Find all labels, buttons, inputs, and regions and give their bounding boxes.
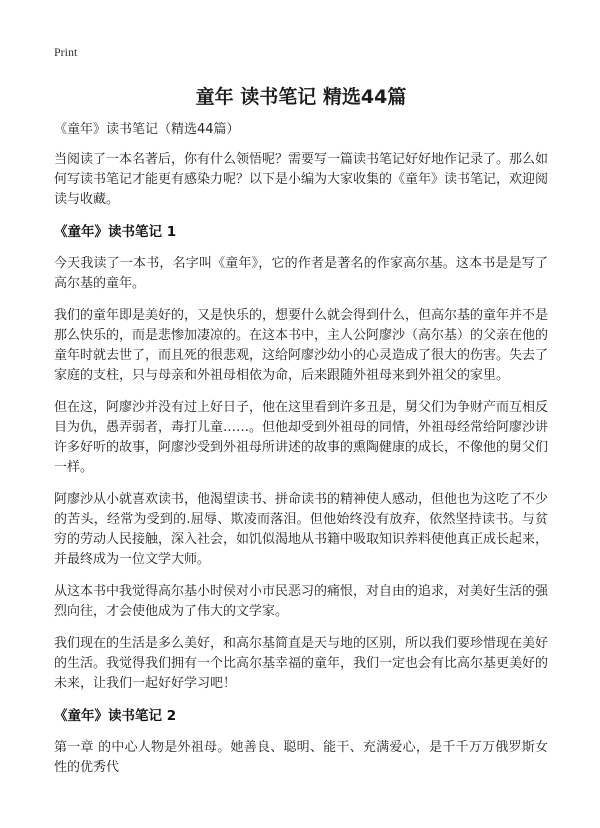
page-title: 童年 读书笔记 精选44篇 <box>195 86 407 108</box>
section-heading-2: 《童年》读书笔记 2 <box>54 708 177 724</box>
section-1-paragraph-6: 我们现在的生活是多么美好，和高尔基简直是天与地的区别，所以我们要珍惜现在美好的生活。我觉得我们拥有一个比高尔基幸福的童年，我们一定也会有比高尔基更美好的未来，让我们一起好好学习吧！ <box>54 636 549 691</box>
intro-paragraph: 当阅读了一本名著后，你有什么领悟呢？需要写一篇读书笔记好好地作记录了。那么如何写读书笔记才能更有感染力呢？以下是小编为大家收集的《童年》读书笔记，欢迎阅读与收藏。 <box>54 152 549 207</box>
section-1-paragraph-2: 我们的童年即是美好的，又是快乐的，想要什么就会得到什么，但高尔基的童年并不是那么快乐的，而是悲惨加凄凉的。在这本书中，主人公阿廖沙（高尔基）的父亲在他的童年时就去世了，而且死的很悲观，这给阿廖沙幼小的心灵造成了很大的伤害。失去了家庭的支柱，只与母亲和外祖母相依为命，后来跟随外祖母来到外祖父的家里。 <box>54 308 549 383</box>
section-1-paragraph-1: 今天我读了一本书，名字叫《童年》，它的作者是著名的作家高尔基。这本书是是写了高尔基的童年。 <box>54 256 548 291</box>
document-subtitle: 《童年》读书笔记（精选44篇） <box>54 122 240 137</box>
section-1-paragraph-3: 但在这，阿廖沙并没有过上好日子，他在这里看到许多丑是，舅父们为争财产而互相反目为仇，愚弄弱者，毒打儿童……。但他却受到外祖母的同情，外祖母经常给阿廖沙讲许多好听的故事，阿廖沙受到外祖母所讲述的故事的熏陶健康的成长，不像他的舅父们一样。 <box>54 400 549 475</box>
section-2-paragraph-1: 第一章 的中心人物是外祖母。她善良、聪明、能干、充满爱心，是千千万万俄罗斯女性的优秀代 <box>54 740 548 775</box>
print-link[interactable]: Print <box>54 45 78 59</box>
section-heading-1: 《童年》读书笔记 1 <box>54 224 177 240</box>
section-1-paragraph-5: 从这本书中我觉得高尔基小时侯对小市民恶习的痛恨，对自由的追求，对美好生活的强烈向往，才会使他成为了伟大的文学家。 <box>54 584 549 619</box>
section-1-paragraph-4: 阿廖沙从小就喜欢读书，他渴望读书、拼命读书的精神使人感动，但他也为这吃了不少的苦头，经常为受到的.屈辱、欺凌而落泪。但他始终没有放弃，依然坚持读书。与贫穷的劳动人民接触，深入社会，如饥似渴地从书籍中吸取知识养料使他真正成长起来，并最终成为一位文学大师。 <box>54 492 549 567</box>
